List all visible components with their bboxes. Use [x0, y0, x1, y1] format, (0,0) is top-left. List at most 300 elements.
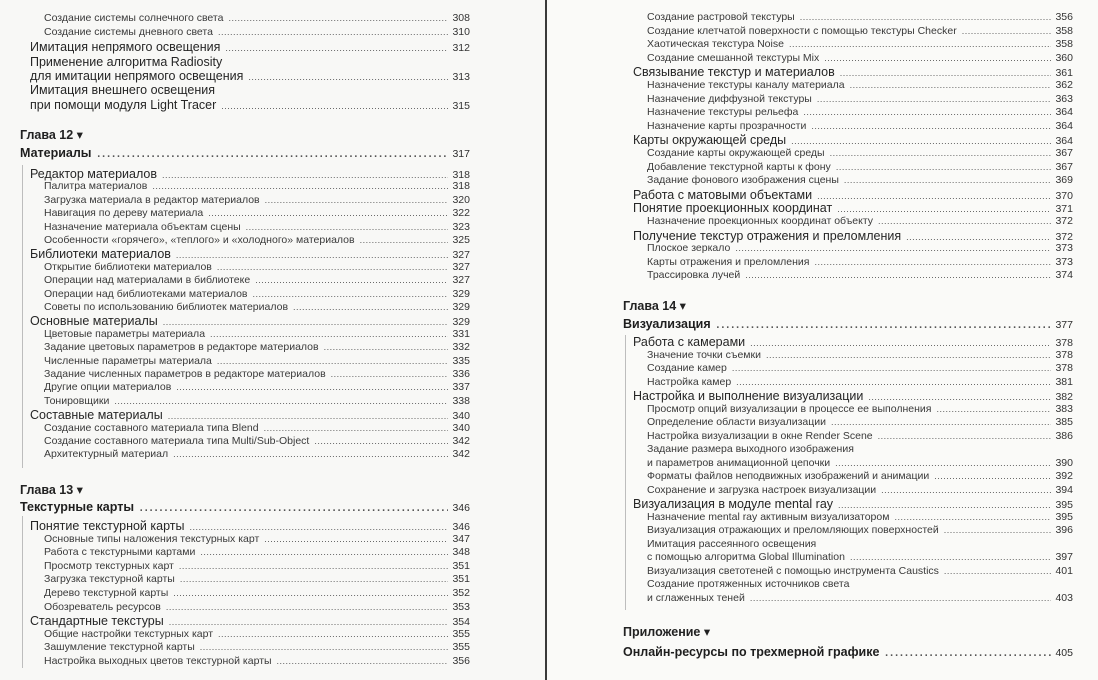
dot-leader	[314, 437, 448, 446]
toc-entry-title: Зашумление текстурной карты	[44, 641, 195, 654]
toc-page-number: 392	[1055, 470, 1073, 482]
toc-entry-title: Общие настройки текстурных карт	[44, 627, 214, 640]
dot-leader	[894, 513, 1051, 522]
dot-leader	[745, 271, 1051, 280]
toc-entry	[44, 369, 470, 382]
toc-entry	[633, 66, 1073, 79]
toc-entry	[44, 574, 470, 587]
appendix-heading: Приложение ▾	[623, 625, 711, 639]
toc-page-number: 348	[452, 546, 470, 559]
dot-leader	[934, 472, 1051, 481]
toc-page-number: 351	[452, 573, 470, 586]
toc-entry	[647, 162, 1073, 175]
dot-leader	[189, 523, 448, 532]
toc-entry-title: Понятие текстурной карты	[30, 519, 185, 533]
toc-page-number: 372	[1055, 230, 1073, 243]
toc-entry-title: Визуализация светотеней с помощью инструмента Caustics	[647, 564, 939, 577]
toc-page-number: 360	[1055, 51, 1073, 64]
toc-entry-title: Создание составного материала типа Multi/Sub-Object	[44, 435, 310, 447]
toc-entry-title: Создание камер	[647, 362, 727, 374]
toc-entry	[44, 382, 470, 395]
dot-leader	[217, 263, 449, 272]
toc-page-number: 378	[1055, 362, 1073, 374]
dot-leader	[225, 44, 448, 53]
toc-entry	[647, 216, 1073, 229]
toc-entry	[633, 202, 1073, 215]
toc-entry-title: Настройка и выполнение визуализации	[633, 389, 864, 403]
toc-page-number: 332	[452, 341, 470, 354]
toc-entry-title: Тонировщики	[44, 394, 110, 407]
toc-page-number: 320	[452, 193, 470, 206]
dot-leader	[162, 171, 448, 180]
toc-entry-title: Карты отражения и преломления	[647, 255, 810, 268]
toc-entry	[44, 235, 470, 248]
toc-entry	[44, 208, 470, 221]
toc-page-number: 336	[452, 368, 470, 380]
toc-entry-title: Назначение проекционных координат объекту	[647, 215, 873, 227]
toc-entry-title: Хаотическая текстура Noise	[647, 38, 784, 51]
chapter-title-row	[623, 316, 1073, 329]
toc-entry-title: Загрузка материала в редактор материалов	[44, 193, 260, 206]
toc-entry-title: Создание протяженных источников света	[647, 578, 850, 590]
toc-page-number: 335	[452, 354, 470, 367]
toc-page-number: 378	[1055, 337, 1073, 349]
toc-entry-title: Создание клетчатой поверхности с помощью текстуры Checker	[647, 24, 957, 37]
toc-entry	[44, 275, 470, 288]
toc-entry	[647, 363, 1073, 376]
toc-entry	[30, 615, 470, 628]
dot-leader	[360, 236, 449, 245]
toc-page-number: 364	[1055, 135, 1073, 148]
toc-entry-title: Создание системы солнечного света	[44, 12, 224, 24]
toc-page-number: 363	[1055, 92, 1073, 105]
toc-entry	[44, 181, 470, 194]
section-rule	[22, 516, 24, 668]
dot-leader	[830, 149, 1052, 158]
dot-leader	[264, 424, 449, 433]
toc-page-number: 331	[452, 327, 470, 340]
toc-entry	[647, 444, 1073, 457]
left-page	[0, 0, 545, 680]
toc-entry-title: Понятие проекционных координат	[633, 201, 833, 216]
dot-leader	[218, 28, 449, 37]
toc-entry	[647, 579, 1073, 592]
toc-entry	[647, 512, 1073, 525]
toc-entry-title: Создание составного материала типа Blend	[44, 421, 259, 434]
toc-entry	[30, 248, 470, 261]
toc-page-number: 354	[452, 616, 470, 629]
toc-entry	[647, 593, 1073, 606]
toc-entry-title: Применение алгоритма Radiosity	[30, 55, 223, 69]
dot-leader	[850, 553, 1052, 562]
dot-leader	[200, 548, 448, 557]
chapter-title-row	[20, 499, 470, 512]
toc-page-number: 318	[452, 169, 470, 181]
toc-page-number: 361	[1055, 67, 1073, 80]
toc-page-number: 329	[452, 316, 470, 329]
toc-page-number: 395	[1055, 510, 1073, 523]
dot-leader	[163, 318, 449, 327]
toc-entry-title: Имитация внешнего освещения	[30, 83, 215, 97]
toc-entry-title: Открытие библиотеки материалов	[44, 260, 212, 273]
toc-entry	[633, 189, 1073, 202]
dot-leader	[173, 450, 448, 459]
toc-entry-title: Работа с матовыми объектами	[633, 187, 813, 202]
dot-leader	[228, 14, 448, 23]
dot-leader	[265, 196, 449, 205]
toc-page-number: 315	[452, 100, 470, 112]
toc-page-number: 355	[452, 641, 470, 654]
toc-entry	[647, 377, 1073, 390]
toc-page-number: 338	[452, 394, 470, 407]
toc-entry	[633, 336, 1073, 349]
toc-entry-title: Работа с текстурными картами	[44, 546, 196, 559]
toc-entry	[44, 396, 470, 409]
toc-entry-title: Операции над материалами в библиотеке	[44, 274, 251, 287]
toc-entry	[647, 350, 1073, 363]
dot-leader	[884, 644, 1051, 660]
toc-entry	[30, 409, 470, 422]
dot-leader	[253, 290, 449, 299]
toc-page-number: 340	[452, 410, 470, 423]
dot-leader	[789, 40, 1052, 49]
toc-entry	[647, 107, 1073, 120]
dot-leader	[248, 73, 448, 82]
dot-leader	[179, 562, 449, 571]
toc-page-number: 356	[1055, 11, 1073, 23]
toc-entry-title: Создание растровой текстуры	[647, 11, 795, 23]
toc-page-number: 318	[452, 180, 470, 193]
toc-entry	[647, 148, 1073, 161]
toc-page-number: 405	[1055, 647, 1073, 659]
toc-entry-title: Плоское зеркало	[647, 242, 731, 255]
toc-page-number: 373	[1055, 242, 1073, 255]
appendix-title-row	[623, 644, 1073, 657]
toc-entry-title: с помощью алгоритма Global Illumination	[647, 551, 845, 563]
dot-leader	[166, 603, 449, 612]
dot-leader	[736, 378, 1051, 387]
toc-page-number: 340	[452, 421, 470, 434]
toc-entry-title: Настройка визуализации в окне Render Scene	[647, 429, 873, 442]
toc-entry-title: Редактор материалов	[30, 167, 158, 181]
toc-page-number: 327	[452, 249, 470, 262]
toc-entry-title: Назначение текстуры рельефа	[647, 106, 799, 119]
dot-leader	[217, 357, 449, 366]
toc-entry	[44, 436, 470, 449]
toc-page-number: 383	[1055, 402, 1073, 415]
toc-entry	[647, 94, 1073, 107]
chapter-title: Визуализация	[623, 317, 711, 331]
dot-leader	[800, 13, 1052, 22]
toc-entry-title: для имитации непрямого освещения	[30, 69, 244, 83]
dot-leader	[817, 192, 1051, 201]
toc-entry	[44, 642, 470, 655]
toc-entry-title: Дерево текстурной карты	[44, 587, 169, 599]
toc-entry-title: Работа с камерами	[633, 335, 746, 349]
section-rule	[22, 165, 24, 468]
toc-page-number: 396	[1055, 524, 1073, 536]
toc-entry	[44, 629, 470, 642]
toc-entry-title: Просмотр текстурных карт	[44, 559, 174, 572]
toc-page-number: 364	[1055, 106, 1073, 119]
toc-entry-title: Имитация рассеянного освещения	[647, 537, 817, 550]
dot-leader	[944, 567, 1052, 576]
toc-page-number: 327	[452, 274, 470, 287]
toc-page-number: 403	[1055, 591, 1073, 604]
toc-entry	[44, 342, 470, 355]
toc-page-number: 381	[1055, 375, 1073, 388]
toc-entry-title: Навигация по дереву материала	[44, 207, 204, 220]
chapter-heading: Глава 14 ▾	[623, 299, 686, 313]
dot-leader	[210, 330, 448, 339]
toc-page-number: 317	[452, 148, 470, 160]
toc-entry	[647, 471, 1073, 484]
toc-page-number: 353	[452, 600, 470, 613]
toc-page-number: 356	[452, 655, 470, 667]
toc-page-number: 342	[452, 435, 470, 447]
toc-page-number: 373	[1055, 255, 1073, 268]
toc-entry	[30, 41, 470, 54]
toc-entry	[633, 230, 1073, 243]
dot-leader	[814, 258, 1051, 267]
toc-entry-title: Определение области визуализации	[647, 416, 826, 428]
toc-page-number: 329	[452, 287, 470, 300]
chapter-heading: Глава 12 ▾	[20, 128, 83, 142]
toc-page-number: 358	[1055, 24, 1073, 37]
toc-entry	[647, 404, 1073, 417]
toc-entry	[44, 329, 470, 342]
toc-page-number: 372	[1055, 215, 1073, 227]
toc-page-number: 367	[1055, 147, 1073, 159]
chapter-title-row	[20, 145, 470, 158]
toc-entry	[647, 458, 1073, 471]
dot-leader	[732, 364, 1052, 373]
toc-entry	[44, 222, 470, 235]
toc-entry	[647, 39, 1073, 52]
chapter-heading: Глава 13 ▾	[20, 483, 83, 497]
dot-leader	[277, 657, 449, 666]
dot-leader	[331, 370, 449, 379]
toc-page-number: 329	[452, 301, 470, 313]
dot-leader	[208, 209, 448, 218]
toc-entry	[44, 561, 470, 574]
toc-entry-title: Просмотр опций визуализации в процессе ее выполнения	[647, 402, 932, 415]
toc-entry-title: Численные параметры материала	[44, 354, 212, 367]
toc-entry-title: Трассировка лучей	[647, 269, 741, 282]
toc-page-number: 390	[1055, 456, 1073, 469]
toc-page-number: 358	[1055, 38, 1073, 51]
toc-page-number: 325	[452, 234, 470, 246]
toc-entry-title: Цветовые параметры материала	[44, 327, 206, 340]
dot-leader	[114, 397, 448, 406]
toc-entry	[647, 417, 1073, 430]
dot-leader	[264, 535, 448, 544]
dot-leader	[837, 205, 1051, 214]
toc-page-number: 397	[1055, 551, 1073, 563]
dot-leader	[803, 108, 1051, 117]
toc-entry	[30, 70, 470, 83]
toc-page-number: 323	[452, 220, 470, 233]
toc-page-number: 370	[1055, 189, 1073, 202]
toc-page-number: 351	[452, 559, 470, 572]
toc-page-number: 382	[1055, 391, 1073, 403]
dot-leader	[817, 95, 1052, 104]
dot-leader	[766, 351, 1052, 360]
dot-leader	[200, 643, 449, 652]
toc-entry-title: Советы по использованию библиотек материалов	[44, 301, 289, 313]
toc-entry	[44, 356, 470, 369]
toc-entry-title: Палитра материалов	[44, 180, 148, 193]
toc-entry-title: Основные типы наложения текстурных карт	[44, 532, 260, 545]
dot-leader	[169, 618, 449, 627]
toc-entry	[633, 390, 1073, 403]
toc-page-number: 394	[1055, 483, 1073, 496]
toc-entry-title: Архитектурный материал	[44, 448, 169, 461]
toc-entry-title: Назначение mental ray активным визуализатором	[647, 510, 890, 523]
toc-entry-title: Получение текстур отражения и преломления	[633, 228, 902, 243]
toc-page-number: 369	[1055, 174, 1073, 187]
dot-leader	[824, 54, 1051, 63]
toc-entry-title: Визуализация отражающих и преломляющих поверхностей	[647, 524, 939, 536]
toc-page-number: 322	[452, 207, 470, 220]
toc-entry	[44, 262, 470, 275]
toc-entry-title: Настройка выходных цветов текстурной карты	[44, 655, 272, 667]
dot-leader	[168, 412, 449, 421]
dot-leader	[844, 176, 1052, 185]
toc-page-number: 313	[452, 71, 470, 83]
toc-entry	[44, 302, 470, 315]
toc-entry	[44, 602, 470, 615]
toc-entry	[44, 13, 470, 26]
toc-entry-title: Создание карты окружающей среды	[647, 147, 825, 159]
toc-page-number: 374	[1055, 269, 1073, 282]
dot-leader	[716, 316, 1052, 332]
toc-page-number: 378	[1055, 348, 1073, 361]
toc-entry	[44, 547, 470, 560]
dot-leader	[176, 383, 448, 392]
toc-entry	[44, 449, 470, 462]
toc-page-number: 386	[1055, 429, 1073, 442]
toc-entry	[647, 431, 1073, 444]
toc-page-number: 364	[1055, 119, 1073, 132]
toc-entry-title: Основные материалы	[30, 314, 158, 329]
toc-entry-title: Обозреватель ресурсов	[44, 600, 161, 613]
toc-entry	[30, 84, 470, 97]
toc-entry	[647, 270, 1073, 283]
right-page	[547, 0, 1098, 680]
dot-leader	[324, 343, 449, 352]
dot-leader	[180, 575, 449, 584]
toc-entry	[44, 656, 470, 669]
toc-entry-title: Значение точки съемки	[647, 348, 761, 361]
toc-entry-title: Назначение диффузной текстуры	[647, 92, 812, 105]
toc-entry	[647, 12, 1073, 25]
toc-entry-title: Имитация непрямого освещения	[30, 40, 221, 54]
chapter-title: Материалы	[20, 146, 92, 160]
toc-entry	[647, 539, 1073, 552]
dot-leader	[878, 432, 1052, 441]
dot-leader	[176, 251, 449, 260]
dot-leader	[246, 223, 449, 232]
toc-entry	[647, 121, 1073, 134]
toc-entry-title: Стандартные текстуры	[30, 614, 164, 629]
toc-entry-title: Другие опции материалов	[44, 381, 172, 394]
dot-leader	[735, 244, 1051, 253]
toc-entry-title: Задание фонового изображения сцены	[647, 174, 839, 187]
toc-entry	[30, 520, 470, 533]
toc-page-number: 377	[1055, 319, 1073, 331]
dot-leader	[944, 526, 1052, 535]
toc-entry-title: Назначение карты прозрачности	[647, 119, 807, 132]
toc-entry	[44, 289, 470, 302]
dot-leader	[791, 137, 1051, 146]
dot-leader	[811, 122, 1051, 131]
dot-leader	[868, 393, 1051, 402]
toc-entry	[633, 134, 1073, 147]
dot-leader	[906, 233, 1051, 242]
toc-page-number: 327	[452, 260, 470, 273]
toc-entry-title: Задание численных параметров в редакторе материалов	[44, 368, 326, 380]
toc-entry	[44, 534, 470, 547]
toc-page-number: 346	[452, 521, 470, 533]
toc-entry	[647, 566, 1073, 579]
toc-page-number: 310	[452, 26, 470, 38]
toc-entry	[44, 195, 470, 208]
dot-leader	[836, 163, 1052, 172]
toc-entry	[647, 525, 1073, 538]
toc-entry-title: Загрузка текстурной карты	[44, 573, 175, 586]
toc-entry-title: и параметров анимационной цепочки	[647, 456, 831, 469]
toc-entry	[647, 257, 1073, 270]
dot-leader	[936, 405, 1051, 414]
chapter-title: Текстурные карты	[20, 500, 134, 514]
toc-entry	[633, 498, 1073, 511]
dot-leader	[750, 339, 1051, 348]
toc-entry-title: Библиотеки материалов	[30, 247, 171, 262]
dot-leader	[962, 27, 1052, 36]
toc-entry	[30, 99, 470, 112]
dot-leader	[152, 182, 448, 191]
toc-page-number: 312	[452, 42, 470, 54]
dot-leader	[881, 486, 1051, 495]
toc-entry-title: при помощи модуля Light Tracer	[30, 98, 217, 112]
toc-page-number: 367	[1055, 160, 1073, 173]
toc-entry	[647, 552, 1073, 565]
dot-leader	[255, 276, 448, 285]
toc-entry	[30, 315, 470, 328]
chapter-title: Онлайн-ресурсы по трехмерной графике	[623, 645, 880, 659]
toc-entry-title: Создание смешанной текстуры Mix	[647, 51, 820, 64]
dot-leader	[218, 630, 448, 639]
toc-entry	[647, 243, 1073, 256]
toc-page-number: 355	[452, 627, 470, 640]
toc-page-number: 337	[452, 381, 470, 394]
toc-entry	[30, 56, 470, 69]
toc-page-number: 385	[1055, 416, 1073, 428]
toc-entry	[647, 175, 1073, 188]
dot-leader	[835, 459, 1051, 468]
dot-leader	[850, 81, 1052, 90]
toc-entry	[647, 26, 1073, 39]
toc-entry	[44, 423, 470, 436]
toc-entry	[647, 53, 1073, 66]
dot-leader	[838, 501, 1051, 510]
toc-page-number: 401	[1055, 564, 1073, 577]
toc-entry-title: Особенности «горячего», «теплого» и «холодного» материалов	[44, 234, 355, 246]
toc-entry-title: Настройка камер	[647, 375, 732, 388]
toc-page-number: 352	[452, 587, 470, 599]
toc-entry-title: Назначение материала объектам сцены	[44, 220, 241, 233]
